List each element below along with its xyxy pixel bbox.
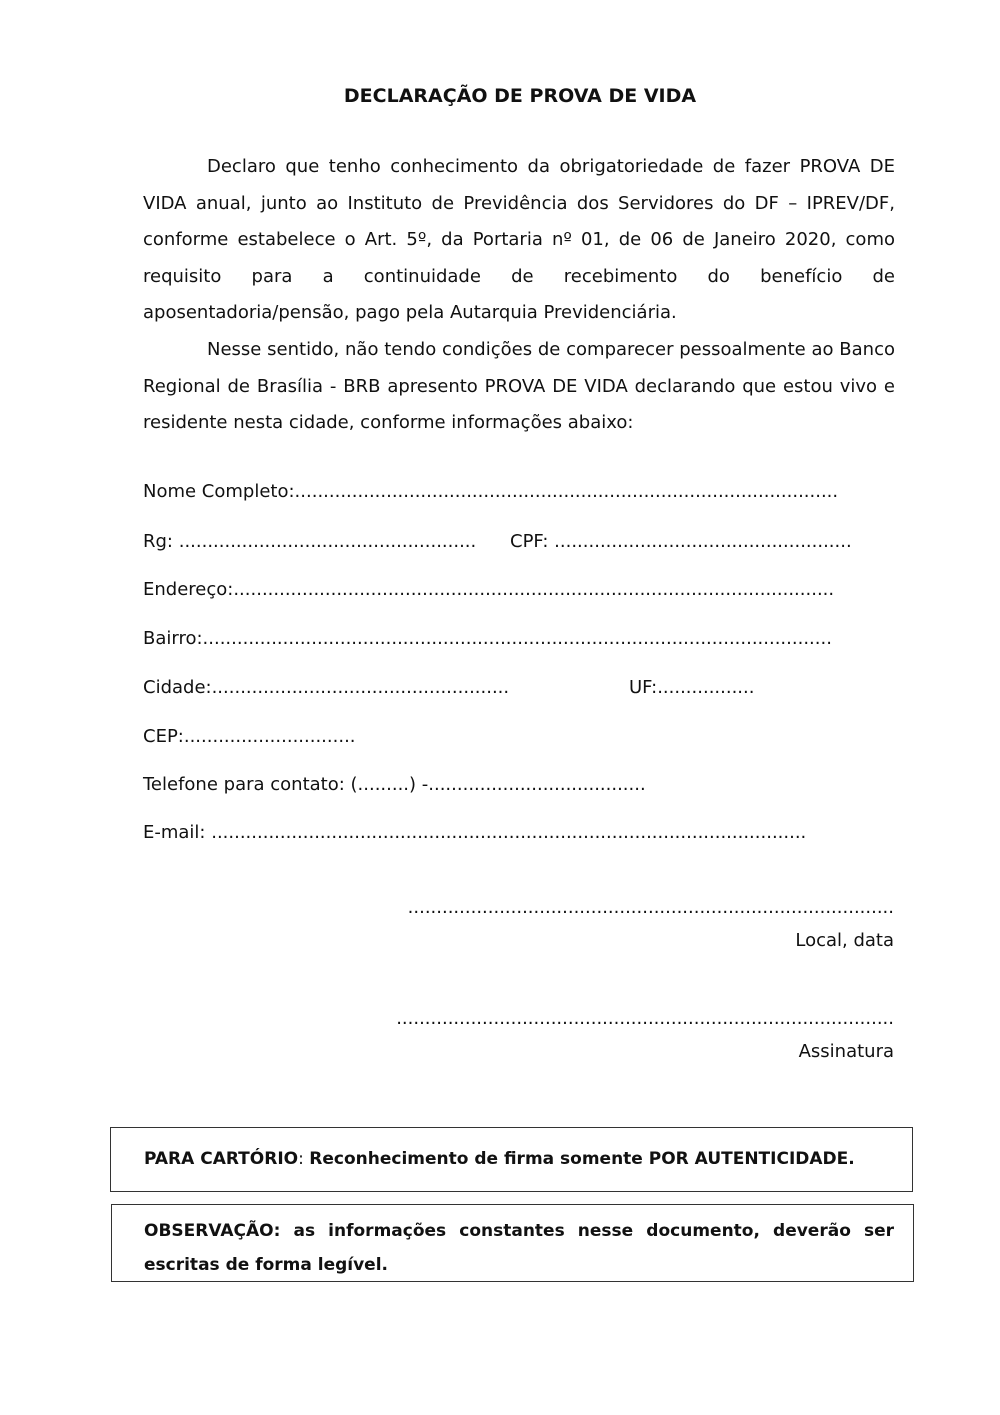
declaration-paragraph-2	[143, 332, 895, 442]
cpf-field: CPF: ....................................................	[510, 531, 852, 552]
observacao-text: OBSERVAÇÃO: as informações constantes nesse documento, deverão ser escritas de forma legível.	[144, 1221, 894, 1275]
cartorio-text: Reconhecimento de firma somente POR AUTENTICIDADE.	[309, 1149, 855, 1169]
page-title: DECLARAÇÃO DE PROVA DE VIDA	[343, 85, 697, 107]
cidade-field: Cidade:....................................................	[143, 677, 510, 698]
paragraph-1-text: Declaro que tenho conhecimento da obrigatoriedade de fazer PROVA DE VIDA anual, junto ao Instituto de Previdência dos Servidores do DF – IPREV/DF, conforme estabelece o Art. 5º, da Portaria nº 01, de 06 de Janeiro 2020, como requisito para a continuidade de recebimento do benefício de aposentadoria/pensão, pago pela Autarquia Previdenciária.	[143, 156, 895, 323]
cartorio-label: PARA CARTÓRIO	[144, 1149, 299, 1169]
local-data-line: .....................................................................................	[407, 897, 894, 918]
bairro-field: Bairro:..............................................................................................................	[143, 628, 832, 649]
local-data-caption: Local, data	[795, 930, 894, 951]
paragraph-2-text: Nesse sentido, não tendo condições de comparecer pessoalmente ao Banco Regional de Brasília - BRB apresento PROVA DE VIDA declarando que estou vivo e residente nesta cidade, conforme informações abaixo:	[143, 339, 895, 433]
email-field: E-mail: ........................................................................................................	[143, 822, 807, 843]
assinatura-caption: Assinatura	[798, 1041, 894, 1062]
uf-field: UF:.................	[629, 677, 755, 698]
nome-completo-field: Nome Completo:...............................................................................................	[143, 481, 839, 502]
cartorio-notice-box	[110, 1127, 913, 1192]
endereco-field: Endereço:.........................................................................................................	[143, 579, 835, 600]
declaration-paragraph-1	[143, 149, 895, 332]
assinatura-line: .......................................................................................	[396, 1008, 894, 1029]
telefone-field: Telefone para contato: (.........) -......................................	[143, 774, 646, 795]
cartorio-separator: :	[298, 1149, 310, 1169]
observacao-notice-box	[111, 1204, 914, 1282]
cep-field: CEP:..............................	[143, 726, 356, 747]
rg-field: Rg: ....................................................	[143, 531, 477, 552]
